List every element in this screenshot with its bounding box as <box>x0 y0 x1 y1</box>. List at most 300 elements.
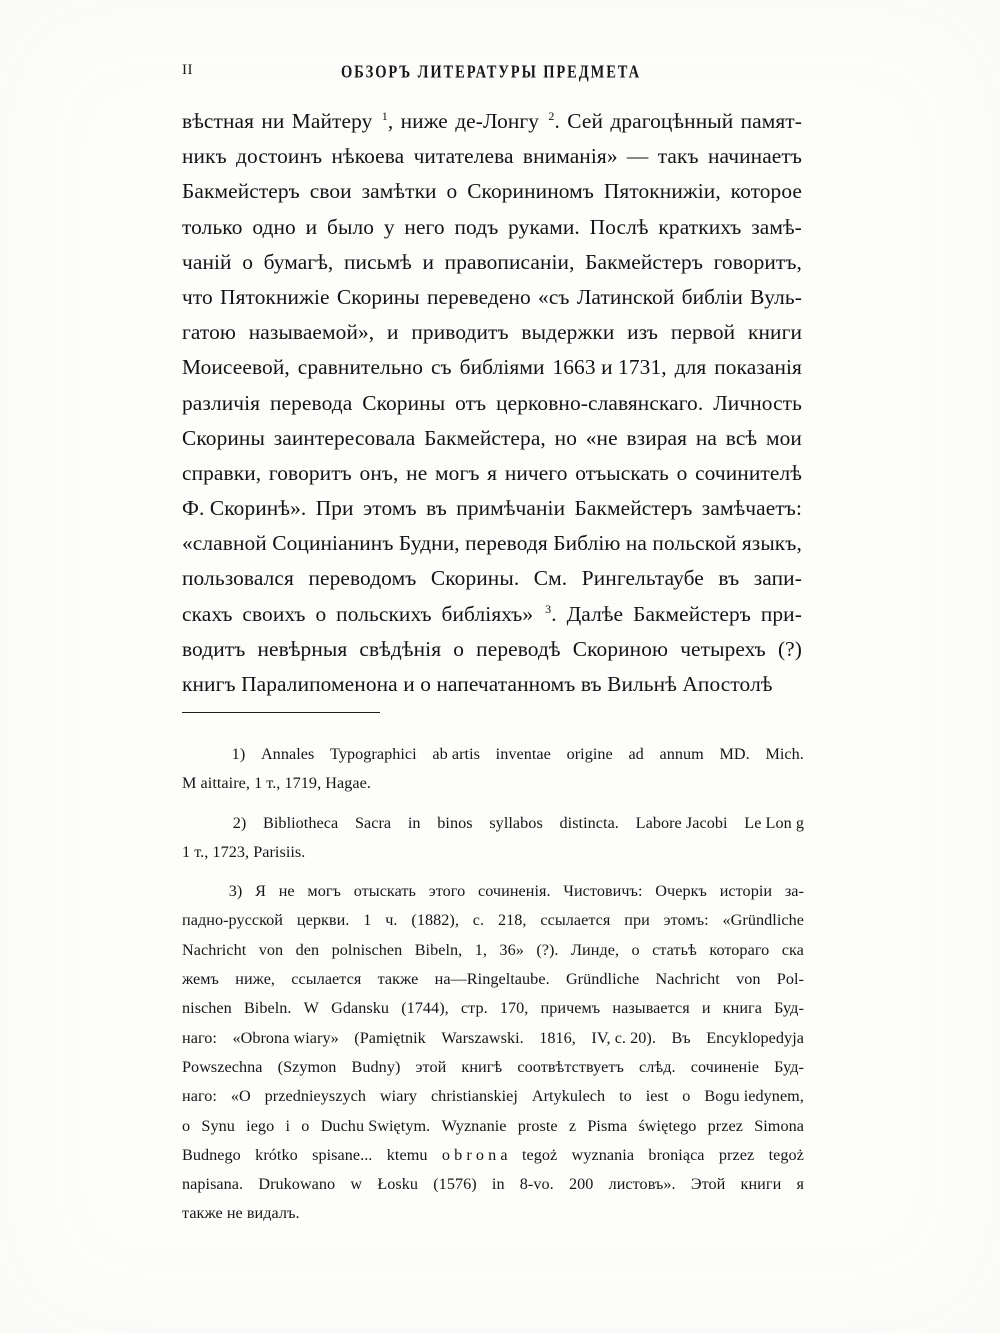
text-token: и <box>305 214 318 239</box>
body-line <box>182 210 802 245</box>
line-indent <box>182 740 216 769</box>
text-token: такъ <box>657 144 699 169</box>
text-token: переводомъ <box>308 566 417 591</box>
text-token: Въ <box>671 1028 691 1047</box>
body-line <box>182 104 802 139</box>
text-token: мои <box>765 425 802 450</box>
text-token: могъ <box>307 882 341 901</box>
text-token: замѣтки <box>361 179 437 204</box>
footnote-separator-rule <box>182 712 380 713</box>
text-token: Gdansku <box>331 999 390 1018</box>
text-token: исторіи <box>719 882 773 901</box>
text-token: драгоцѣнный <box>610 109 734 133</box>
text-token: краткихъ <box>658 214 742 239</box>
text-token: книги <box>740 1175 782 1194</box>
text-token: (Pamiętnik <box>354 1028 426 1047</box>
text-token: было <box>326 214 375 239</box>
text-token: Скорининомъ <box>467 179 594 204</box>
text-token: для <box>674 355 707 380</box>
text-token: листовъ». <box>608 1175 676 1194</box>
text-token: всѣ <box>725 425 758 450</box>
text-token: 3) <box>228 882 243 901</box>
text-token: статьѣ <box>652 940 697 959</box>
text-token: памят- <box>740 109 802 133</box>
text-token: Powszechna <box>182 1057 263 1076</box>
text-token: первой <box>670 320 736 345</box>
text-token: но <box>554 425 577 450</box>
text-token: Bogu iedynem, <box>704 1087 804 1106</box>
body-line <box>182 174 802 209</box>
text-token: о <box>676 460 688 485</box>
text-token: ссылается <box>540 911 611 930</box>
text-token: Линде, <box>570 940 620 959</box>
text-token: нѣкоева <box>331 144 405 169</box>
text-token: наго: <box>182 1028 217 1047</box>
text-token: Nachricht <box>182 940 247 959</box>
body-line <box>182 456 802 491</box>
footnote-line <box>182 1141 804 1170</box>
body-line <box>182 632 802 667</box>
text-token: сравнительно <box>297 355 424 380</box>
text-token: отъыскать <box>575 460 669 485</box>
text-token: Этой <box>690 1175 726 1194</box>
text-token: MD. <box>719 745 750 763</box>
text-token: четырехъ <box>680 636 766 661</box>
text-token: Сей <box>567 109 604 133</box>
text-token: этомъ: <box>663 911 709 930</box>
text-token: Пятокнижіе <box>220 284 330 309</box>
text-token: (1744), <box>401 999 449 1018</box>
text-token: вниманія» <box>522 144 618 169</box>
text-token: и <box>422 249 435 274</box>
text-token: Annales <box>260 745 315 763</box>
text-token: сочиненія. <box>477 882 551 901</box>
text-token: При <box>315 496 354 521</box>
text-token: этой <box>415 1057 447 1076</box>
footnote-item <box>182 809 804 868</box>
footnote-line <box>182 906 804 935</box>
text-token: Gründliche <box>565 970 640 989</box>
text-token: соотвѣтствуетъ <box>517 1057 624 1076</box>
body-line <box>182 561 802 596</box>
text-token: w <box>350 1175 363 1194</box>
text-token: 1816, <box>539 1028 576 1047</box>
text-token: также <box>377 970 419 989</box>
body-line <box>182 667 802 702</box>
text-token: которое <box>730 179 802 204</box>
text-token: бумагѣ, <box>263 249 334 274</box>
footnote-line <box>182 838 804 867</box>
text-token: и <box>701 999 711 1018</box>
text-token: Чистовичъ: <box>563 882 643 901</box>
text-token: скахъ <box>182 601 233 626</box>
text-token: книга <box>722 999 762 1018</box>
text-token: Łosku <box>377 1175 419 1194</box>
body-line <box>182 350 802 385</box>
text-token: Bibeln. <box>243 999 292 1018</box>
page-folio: II <box>182 62 193 78</box>
text-token: Послѣ <box>589 214 649 239</box>
body-line <box>182 280 802 315</box>
text-token: водитъ <box>182 636 246 661</box>
footnote-line <box>182 1024 804 1053</box>
text-token: никъ <box>182 144 227 169</box>
text-token: также не видалъ. <box>182 1204 300 1223</box>
text-token: ни <box>261 109 285 133</box>
body-text <box>182 104 802 702</box>
footnote-line <box>182 769 804 798</box>
text-token: ссылается <box>291 970 362 989</box>
text-token: inventae <box>495 745 551 763</box>
text-token: to <box>619 1087 632 1106</box>
text-token: krótko <box>255 1145 298 1164</box>
footnote-line <box>182 740 804 769</box>
text-token: ниже, <box>235 970 276 989</box>
text-token: Duchu Swiętym. <box>320 1116 431 1135</box>
text-token: syllabos <box>489 813 543 832</box>
text-token: Typographici <box>330 745 417 763</box>
footnote-item <box>182 877 804 1229</box>
text-token: Pol- <box>776 970 804 989</box>
text-token: 36» <box>499 940 524 959</box>
text-token: Рингельтаубе <box>581 566 704 591</box>
text-token: Личность <box>713 390 802 415</box>
text-token: Моисеевой, <box>182 355 290 380</box>
text-token: начинаетъ <box>707 144 802 169</box>
text-token: показанія <box>714 355 802 380</box>
text-token: могъ <box>435 460 480 485</box>
text-token: Budnego <box>182 1145 241 1164</box>
text-token: читателева <box>413 144 514 169</box>
text-token: библіями <box>459 355 545 380</box>
text-token: запи- <box>753 566 802 591</box>
text-token: Бакмейстеръ <box>574 496 693 521</box>
text-token: W <box>303 999 319 1018</box>
text-token: него <box>404 214 445 239</box>
text-token: при <box>624 911 650 930</box>
text-token: библіи <box>681 284 743 309</box>
text-token: Artykulech <box>531 1087 606 1106</box>
text-token: с. <box>472 911 485 930</box>
text-token: napisana. <box>182 1175 244 1194</box>
footnote-line <box>182 994 804 1023</box>
text-token: distincta. <box>559 813 619 832</box>
text-token: binos <box>437 813 473 832</box>
text-token: o <box>301 1116 310 1135</box>
text-token: не <box>406 460 428 485</box>
text-token: вѣстная <box>182 109 255 133</box>
text-token: $^2$. <box>548 108 560 133</box>
text-token: о <box>446 179 458 204</box>
text-token: i <box>285 1116 291 1135</box>
text-token: падно-русской <box>182 911 284 930</box>
text-token: o <box>182 1116 191 1135</box>
text-token: одно <box>252 214 296 239</box>
text-token: Encyklopedyja <box>706 1028 804 1047</box>
text-token: называется <box>612 999 690 1018</box>
footnote-line <box>182 936 804 965</box>
text-token: переводя <box>465 531 548 556</box>
line-indent <box>182 877 216 906</box>
text-token: См. <box>533 566 568 591</box>
text-token: котораго <box>709 940 770 959</box>
text-token: слѣд. <box>639 1057 676 1076</box>
text-token: о <box>242 249 253 274</box>
text-token: де-Лонгу <box>455 109 540 133</box>
text-token: 1, <box>474 940 487 959</box>
text-token: выдержки <box>521 320 615 345</box>
text-token: Warszawski. <box>441 1028 524 1047</box>
text-token: Я <box>255 882 266 901</box>
text-token: Пятокнижіи, <box>603 179 721 204</box>
text-token: origine <box>566 745 613 763</box>
text-token: приводитъ <box>411 320 509 345</box>
text-token: M aittaire, 1 т., 1719, Hagae. <box>182 774 371 793</box>
text-token: in <box>491 1175 505 1194</box>
text-token: примѣчаніи <box>456 496 566 521</box>
text-token: Скорины <box>362 390 446 415</box>
text-token: библіяхъ» <box>441 601 534 626</box>
text-token: языкъ, <box>741 531 802 556</box>
text-token: руками. <box>508 214 580 239</box>
running-head-title: ОБЗОРЪ ЛИТЕРАТУРЫ ПРЕДМЕТА <box>341 63 641 83</box>
text-token: tegoż <box>521 1145 558 1164</box>
text-token: (Szymon <box>277 1057 337 1076</box>
text-token: «Obrona wiary» <box>232 1028 339 1047</box>
text-token: свѣдѣнія <box>359 636 442 661</box>
text-token: отъ <box>455 390 487 415</box>
text-token: Бакмейстеръ <box>585 249 703 274</box>
text-token: сочинителѣ <box>695 460 802 485</box>
text-token: Drukowano <box>258 1175 336 1194</box>
footnote-ref-1[interactable]: 1 <box>381 108 388 123</box>
text-token: 1 <box>363 911 372 930</box>
text-token: съ <box>430 355 452 380</box>
text-token: при- <box>760 601 802 626</box>
line-indent <box>182 809 216 838</box>
text-token: annum <box>659 745 704 763</box>
text-token: $^1$, <box>381 108 394 133</box>
text-token: (?) <box>777 636 802 661</box>
text-token: церкви. <box>296 911 350 930</box>
text-token: 1663 и 1731, <box>552 355 667 380</box>
text-token: «Gründliche <box>722 911 804 930</box>
text-token: 218, <box>497 911 527 930</box>
text-token: свои <box>309 179 352 204</box>
text-token: своихъ <box>242 601 306 626</box>
text-token: ad <box>628 745 644 763</box>
text-token: достоинъ <box>236 144 323 169</box>
text-token: Вуль- <box>750 284 802 309</box>
text-token: подъ <box>454 214 499 239</box>
text-token: и <box>387 320 399 345</box>
text-token: IV, c. 20). <box>591 1028 656 1047</box>
text-token: говоритъ <box>268 460 352 485</box>
text-token: Sacra <box>354 813 392 832</box>
footnote-line <box>182 1199 804 1228</box>
text-token: Bibliotheca <box>263 813 339 832</box>
text-token: я <box>796 1175 804 1194</box>
text-token: — <box>626 144 649 169</box>
body-line <box>182 315 802 350</box>
body-line <box>182 139 802 174</box>
text-token: Далѣе <box>566 601 624 626</box>
footnote-line <box>182 1082 804 1111</box>
text-token: ktemu <box>386 1145 428 1164</box>
text-token: von <box>736 970 761 989</box>
text-token: Скорины. <box>430 566 520 591</box>
text-token: этомъ <box>363 496 417 521</box>
text-token: ничего <box>504 460 568 485</box>
text-token: «славной <box>182 531 267 556</box>
text-token: Nachricht <box>655 970 720 989</box>
footnote-ref-2[interactable]: 2 <box>548 108 555 123</box>
footnotes-section <box>182 740 804 1229</box>
text-token: стр. <box>460 999 488 1018</box>
footnote-line <box>182 965 804 994</box>
text-token: iest <box>645 1087 669 1106</box>
text-token: ска <box>781 940 804 959</box>
text-token: письмѣ <box>343 249 412 274</box>
text-token: świętego <box>638 1116 697 1135</box>
text-token: Буд- <box>774 1057 804 1076</box>
text-token: ниже <box>400 109 448 133</box>
text-token: взирая <box>626 425 688 450</box>
text-token: называемой», <box>248 320 375 345</box>
text-token: nischen <box>182 999 232 1018</box>
text-token: «не <box>585 425 618 450</box>
text-token: не <box>278 882 295 901</box>
text-token: 200 <box>568 1175 594 1194</box>
footnote-ref-3[interactable]: 3 <box>545 601 552 616</box>
text-token: 2) <box>232 813 247 832</box>
text-token: на—Ringeltaube. <box>434 970 550 989</box>
text-token: причемъ <box>540 999 601 1018</box>
text-token: невѣрныя <box>257 636 348 661</box>
text-token: жемъ <box>182 970 219 989</box>
text-token: przednieyszych <box>264 1087 367 1106</box>
text-token: Бакмейстеръ <box>633 601 751 626</box>
text-token: proste <box>517 1116 558 1135</box>
text-token: ab artis <box>432 745 480 763</box>
text-token: Labore Jacobi <box>635 813 728 832</box>
text-token: 1) <box>231 745 246 763</box>
text-token: польскихъ <box>336 601 432 626</box>
text-token: въ <box>718 566 740 591</box>
body-line <box>182 491 802 526</box>
text-token: broniąca <box>648 1145 705 1164</box>
text-token: только <box>182 214 243 239</box>
text-token: polnischen <box>331 940 403 959</box>
running-head <box>182 62 800 84</box>
text-token: wyznania <box>571 1145 635 1164</box>
text-token: «O <box>230 1087 251 1106</box>
body-line <box>182 421 802 456</box>
text-token: книгъ Паралипоменона и о напечатанномъ въ Вильнѣ Апостолѣ <box>182 672 773 696</box>
text-token: den <box>295 940 320 959</box>
text-token: отыскать <box>353 882 416 901</box>
text-token: справки, <box>182 460 262 485</box>
text-token: (1576) <box>433 1175 477 1194</box>
text-token: о <box>315 601 327 626</box>
text-token: говоритъ, <box>713 249 802 274</box>
body-line <box>182 526 802 561</box>
text-token: изъ <box>627 320 659 345</box>
text-token: замѣчаетъ: <box>701 496 802 521</box>
text-token: Скорины <box>182 425 265 450</box>
text-token: o <box>682 1087 691 1106</box>
text-token: o b r o n a <box>441 1145 508 1164</box>
text-token: церковно-славянскаго. <box>496 390 704 415</box>
text-token: «съ <box>538 284 570 309</box>
text-token: книгѣ <box>461 1057 503 1076</box>
text-token: Ф. Скоринѣ». <box>182 496 307 521</box>
text-token: у <box>383 214 395 239</box>
text-token: замѣ- <box>751 214 802 239</box>
body-line <box>182 597 802 632</box>
text-token: ч. <box>385 911 398 930</box>
text-token: Budny) <box>351 1057 401 1076</box>
text-token: онъ, <box>359 460 399 485</box>
text-token: przez <box>707 1116 743 1135</box>
text-token: перевода <box>270 390 353 415</box>
text-token: Буд- <box>774 999 804 1018</box>
text-token: przez <box>718 1145 755 1164</box>
text-token: $^3$. <box>545 601 557 626</box>
text-token: spisane... <box>312 1145 373 1164</box>
text-token: 170, <box>499 999 529 1018</box>
footnote-line <box>182 1053 804 1082</box>
text-token: tegoż <box>768 1145 804 1164</box>
text-token: christianskiej <box>430 1087 518 1106</box>
footnote-line <box>182 1170 804 1199</box>
text-token: Бакмейстера, <box>424 425 546 450</box>
text-token: этого <box>428 882 466 901</box>
footnote-line <box>182 1112 804 1141</box>
text-token: различія <box>182 390 261 415</box>
text-token: Bibeln, <box>414 940 463 959</box>
text-token: польской <box>652 531 737 556</box>
text-token: Wyznanie <box>441 1116 507 1135</box>
text-token: (1882), <box>411 911 459 930</box>
text-token: чаній <box>182 249 232 274</box>
text-token: 8-vo. <box>519 1175 554 1194</box>
footnote-item <box>182 740 804 799</box>
footnote-line <box>182 877 804 906</box>
text-token: Будни, <box>398 531 460 556</box>
text-token: von <box>258 940 284 959</box>
text-token: Pisma <box>587 1116 628 1135</box>
text-token: z <box>568 1116 577 1135</box>
text-token: на <box>625 531 648 556</box>
text-token: 1 т., 1723, Parisiis. <box>182 842 306 861</box>
text-token: Латинской <box>576 284 675 309</box>
text-token: правописаніи, <box>444 249 575 274</box>
text-token: Synu <box>201 1116 235 1135</box>
text-token: переведено <box>426 284 531 309</box>
text-token: наго: <box>182 1087 217 1106</box>
text-token: Очеркъ <box>655 882 707 901</box>
text-token: iego <box>246 1116 275 1135</box>
text-token: я <box>487 460 498 485</box>
body-line <box>182 386 802 421</box>
text-token: книги <box>747 320 802 345</box>
text-token: въ <box>426 496 447 521</box>
text-token: заинтересовала <box>273 425 416 450</box>
text-token: на <box>695 425 718 450</box>
text-token: in <box>407 813 421 832</box>
text-token: о <box>631 940 640 959</box>
